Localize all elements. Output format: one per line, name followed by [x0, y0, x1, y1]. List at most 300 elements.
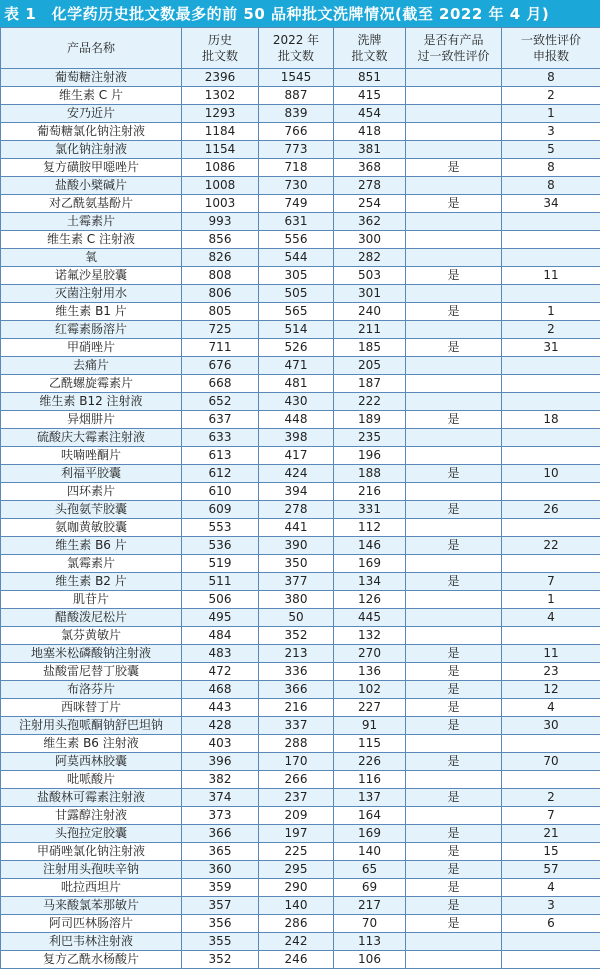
cell-2022-approvals: 887 — [259, 87, 334, 105]
cell-product-name: 硫酸庆大霉素注射液 — [1, 429, 182, 447]
cell-historical-approvals: 652 — [182, 393, 259, 411]
cell-consistency-applications: 15 — [502, 843, 600, 861]
cell-consistency-passed — [406, 609, 502, 627]
cell-historical-approvals: 360 — [182, 861, 259, 879]
cell-product-name: 盐酸小檗碱片 — [1, 177, 182, 195]
table-row — [1, 249, 600, 267]
table-row — [1, 735, 600, 753]
table-row — [1, 663, 600, 681]
cell-2022-approvals: 544 — [259, 249, 334, 267]
header-shuffled-approvals: 洗牌 批文数 — [334, 28, 406, 69]
table-row — [1, 717, 600, 735]
cell-shuffled-approvals: 418 — [334, 123, 406, 141]
table-row — [1, 699, 600, 717]
cell-consistency-applications — [502, 627, 600, 645]
cell-shuffled-approvals: 189 — [334, 411, 406, 429]
cell-historical-approvals: 356 — [182, 915, 259, 933]
cell-consistency-applications — [502, 249, 600, 267]
cell-historical-approvals: 805 — [182, 303, 259, 321]
cell-product-name: 盐酸雷尼替丁胶囊 — [1, 663, 182, 681]
cell-shuffled-approvals: 112 — [334, 519, 406, 537]
cell-product-name: 氯霉素片 — [1, 555, 182, 573]
cell-historical-approvals: 612 — [182, 465, 259, 483]
cell-consistency-applications — [502, 285, 600, 303]
cell-historical-approvals: 1293 — [182, 105, 259, 123]
header-historical-approvals: 历史 批文数 — [182, 28, 259, 69]
cell-consistency-passed: 是 — [406, 267, 502, 285]
cell-shuffled-approvals: 226 — [334, 753, 406, 771]
cell-consistency-passed — [406, 141, 502, 159]
cell-historical-approvals: 808 — [182, 267, 259, 285]
cell-product-name: 复方磺胺甲噁唑片 — [1, 159, 182, 177]
cell-product-name: 头孢拉定胶囊 — [1, 825, 182, 843]
cell-consistency-applications: 8 — [502, 69, 600, 87]
cell-shuffled-approvals: 217 — [334, 897, 406, 915]
table-row — [1, 555, 600, 573]
cell-shuffled-approvals: 240 — [334, 303, 406, 321]
cell-consistency-applications: 34 — [502, 195, 600, 213]
cell-product-name: 吡哌酸片 — [1, 771, 182, 789]
cell-2022-approvals: 337 — [259, 717, 334, 735]
cell-consistency-passed — [406, 69, 502, 87]
cell-historical-approvals: 1008 — [182, 177, 259, 195]
cell-historical-approvals: 403 — [182, 735, 259, 753]
cell-consistency-passed — [406, 429, 502, 447]
table-row — [1, 303, 600, 321]
cell-historical-approvals: 1184 — [182, 123, 259, 141]
cell-historical-approvals: 359 — [182, 879, 259, 897]
cell-product-name: 维生素 B12 注射液 — [1, 393, 182, 411]
cell-2022-approvals: 336 — [259, 663, 334, 681]
cell-product-name: 头孢氨苄胶囊 — [1, 501, 182, 519]
table-row — [1, 591, 600, 609]
cell-consistency-passed: 是 — [406, 843, 502, 861]
cell-shuffled-approvals: 169 — [334, 825, 406, 843]
cell-consistency-passed: 是 — [406, 861, 502, 879]
cell-2022-approvals: 242 — [259, 933, 334, 951]
cell-historical-approvals: 553 — [182, 519, 259, 537]
cell-shuffled-approvals: 126 — [334, 591, 406, 609]
cell-product-name: 对乙酰氨基酚片 — [1, 195, 182, 213]
cell-product-name: 氯化钠注射液 — [1, 141, 182, 159]
cell-shuffled-approvals: 270 — [334, 645, 406, 663]
cell-historical-approvals: 637 — [182, 411, 259, 429]
cell-2022-approvals: 246 — [259, 951, 334, 969]
table-row — [1, 375, 600, 393]
cell-historical-approvals: 483 — [182, 645, 259, 663]
table-row — [1, 771, 600, 789]
cell-2022-approvals: 50 — [259, 609, 334, 627]
cell-historical-approvals: 352 — [182, 951, 259, 969]
cell-2022-approvals: 631 — [259, 213, 334, 231]
cell-historical-approvals: 633 — [182, 429, 259, 447]
cell-shuffled-approvals: 187 — [334, 375, 406, 393]
cell-consistency-applications: 4 — [502, 699, 600, 717]
cell-shuffled-approvals: 362 — [334, 213, 406, 231]
cell-historical-approvals: 382 — [182, 771, 259, 789]
table-row — [1, 285, 600, 303]
cell-consistency-passed: 是 — [406, 789, 502, 807]
table-row — [1, 321, 600, 339]
table-row — [1, 861, 600, 879]
cell-shuffled-approvals: 851 — [334, 69, 406, 87]
table-row — [1, 573, 600, 591]
cell-2022-approvals: 170 — [259, 753, 334, 771]
cell-shuffled-approvals: 235 — [334, 429, 406, 447]
cell-shuffled-approvals: 164 — [334, 807, 406, 825]
cell-2022-approvals: 526 — [259, 339, 334, 357]
cell-2022-approvals: 290 — [259, 879, 334, 897]
cell-historical-approvals: 2396 — [182, 69, 259, 87]
cell-product-name: 维生素 B2 片 — [1, 573, 182, 591]
cell-consistency-passed: 是 — [406, 339, 502, 357]
cell-product-name: 阿莫西林胶囊 — [1, 753, 182, 771]
cell-consistency-passed: 是 — [406, 303, 502, 321]
cell-consistency-passed — [406, 177, 502, 195]
cell-2022-approvals: 766 — [259, 123, 334, 141]
cell-historical-approvals: 443 — [182, 699, 259, 717]
cell-2022-approvals: 471 — [259, 357, 334, 375]
cell-historical-approvals: 355 — [182, 933, 259, 951]
table-row — [1, 339, 600, 357]
cell-product-name: 乙酰螺旋霉素片 — [1, 375, 182, 393]
cell-shuffled-approvals: 196 — [334, 447, 406, 465]
cell-historical-approvals: 613 — [182, 447, 259, 465]
cell-shuffled-approvals: 188 — [334, 465, 406, 483]
cell-shuffled-approvals: 211 — [334, 321, 406, 339]
cell-consistency-passed — [406, 105, 502, 123]
cell-consistency-passed — [406, 87, 502, 105]
cell-historical-approvals: 668 — [182, 375, 259, 393]
cell-2022-approvals: 514 — [259, 321, 334, 339]
cell-consistency-passed — [406, 933, 502, 951]
cell-product-name: 注射用头孢哌酮钠舒巴坦钠 — [1, 717, 182, 735]
cell-product-name: 吡拉西坦片 — [1, 879, 182, 897]
cell-2022-approvals: 140 — [259, 897, 334, 915]
cell-shuffled-approvals: 134 — [334, 573, 406, 591]
cell-2022-approvals: 278 — [259, 501, 334, 519]
cell-historical-approvals: 1302 — [182, 87, 259, 105]
cell-consistency-applications: 31 — [502, 339, 600, 357]
table-row — [1, 123, 600, 141]
cell-consistency-applications: 18 — [502, 411, 600, 429]
cell-consistency-applications: 3 — [502, 897, 600, 915]
table-row — [1, 195, 600, 213]
cell-consistency-applications — [502, 393, 600, 411]
table-row — [1, 627, 600, 645]
cell-consistency-applications — [502, 933, 600, 951]
cell-2022-approvals: 718 — [259, 159, 334, 177]
cell-consistency-passed: 是 — [406, 645, 502, 663]
cell-consistency-applications — [502, 555, 600, 573]
cell-2022-approvals: 266 — [259, 771, 334, 789]
header-consistency-applications: 一致性评价 申报数 — [502, 28, 600, 69]
cell-product-name: 甲硝唑氯化钠注射液 — [1, 843, 182, 861]
cell-consistency-passed — [406, 393, 502, 411]
cell-2022-approvals: 430 — [259, 393, 334, 411]
cell-consistency-passed — [406, 231, 502, 249]
cell-2022-approvals: 197 — [259, 825, 334, 843]
cell-historical-approvals: 676 — [182, 357, 259, 375]
cell-consistency-passed — [406, 591, 502, 609]
cell-2022-approvals: 481 — [259, 375, 334, 393]
cell-historical-approvals: 536 — [182, 537, 259, 555]
cell-consistency-passed: 是 — [406, 753, 502, 771]
cell-consistency-applications — [502, 735, 600, 753]
cell-consistency-applications — [502, 483, 600, 501]
cell-shuffled-approvals: 300 — [334, 231, 406, 249]
cell-2022-approvals: 209 — [259, 807, 334, 825]
cell-shuffled-approvals: 454 — [334, 105, 406, 123]
cell-consistency-applications: 23 — [502, 663, 600, 681]
cell-product-name: 布洛芬片 — [1, 681, 182, 699]
cell-consistency-passed — [406, 447, 502, 465]
table-row — [1, 177, 600, 195]
cell-consistency-passed: 是 — [406, 159, 502, 177]
cell-consistency-passed: 是 — [406, 465, 502, 483]
cell-2022-approvals: 417 — [259, 447, 334, 465]
cell-consistency-applications: 2 — [502, 789, 600, 807]
table-title-bar — [0, 0, 600, 27]
cell-historical-approvals: 1086 — [182, 159, 259, 177]
cell-product-name: 利巴韦林注射液 — [1, 933, 182, 951]
cell-consistency-applications: 5 — [502, 141, 600, 159]
cell-shuffled-approvals: 137 — [334, 789, 406, 807]
cell-shuffled-approvals: 254 — [334, 195, 406, 213]
cell-2022-approvals: 366 — [259, 681, 334, 699]
cell-consistency-passed — [406, 357, 502, 375]
table-row — [1, 357, 600, 375]
table-row — [1, 879, 600, 897]
cell-2022-approvals: 380 — [259, 591, 334, 609]
cell-historical-approvals: 609 — [182, 501, 259, 519]
cell-consistency-passed — [406, 771, 502, 789]
table-row — [1, 465, 600, 483]
cell-shuffled-approvals: 227 — [334, 699, 406, 717]
cell-product-name: 注射用头孢呋辛钠 — [1, 861, 182, 879]
cell-historical-approvals: 1154 — [182, 141, 259, 159]
cell-historical-approvals: 993 — [182, 213, 259, 231]
cell-shuffled-approvals: 169 — [334, 555, 406, 573]
cell-consistency-passed — [406, 735, 502, 753]
cell-consistency-applications: 4 — [502, 879, 600, 897]
cell-2022-approvals: 394 — [259, 483, 334, 501]
table-row — [1, 789, 600, 807]
cell-shuffled-approvals: 115 — [334, 735, 406, 753]
cell-2022-approvals: 216 — [259, 699, 334, 717]
cell-shuffled-approvals: 185 — [334, 339, 406, 357]
table-row — [1, 681, 600, 699]
table-row — [1, 447, 600, 465]
cell-consistency-passed: 是 — [406, 681, 502, 699]
cell-historical-approvals: 511 — [182, 573, 259, 591]
cell-2022-approvals: 390 — [259, 537, 334, 555]
cell-historical-approvals: 357 — [182, 897, 259, 915]
cell-consistency-applications: 7 — [502, 573, 600, 591]
cell-product-name: 醋酸泼尼松片 — [1, 609, 182, 627]
cell-consistency-applications: 1 — [502, 591, 600, 609]
cell-product-name: 葡萄糖氯化钠注射液 — [1, 123, 182, 141]
cell-consistency-passed: 是 — [406, 915, 502, 933]
cell-consistency-applications: 7 — [502, 807, 600, 825]
cell-consistency-applications — [502, 519, 600, 537]
cell-historical-approvals: 484 — [182, 627, 259, 645]
cell-consistency-passed: 是 — [406, 717, 502, 735]
cell-shuffled-approvals: 113 — [334, 933, 406, 951]
cell-shuffled-approvals: 331 — [334, 501, 406, 519]
cell-product-name: 异烟肼片 — [1, 411, 182, 429]
table-row — [1, 429, 600, 447]
cell-2022-approvals: 305 — [259, 267, 334, 285]
cell-consistency-applications: 22 — [502, 537, 600, 555]
cell-historical-approvals: 495 — [182, 609, 259, 627]
cell-product-name: 肌苷片 — [1, 591, 182, 609]
cell-consistency-applications — [502, 771, 600, 789]
cell-consistency-applications: 2 — [502, 87, 600, 105]
cell-consistency-applications: 4 — [502, 609, 600, 627]
cell-consistency-applications: 21 — [502, 825, 600, 843]
cell-consistency-passed: 是 — [406, 663, 502, 681]
cell-product-name: 去痛片 — [1, 357, 182, 375]
cell-2022-approvals: 1545 — [259, 69, 334, 87]
cell-product-name: 红霉素肠溶片 — [1, 321, 182, 339]
cell-2022-approvals: 350 — [259, 555, 334, 573]
cell-2022-approvals: 448 — [259, 411, 334, 429]
cell-2022-approvals: 839 — [259, 105, 334, 123]
table-row — [1, 753, 600, 771]
cell-historical-approvals: 1003 — [182, 195, 259, 213]
cell-2022-approvals: 377 — [259, 573, 334, 591]
cell-historical-approvals: 506 — [182, 591, 259, 609]
table-row — [1, 645, 600, 663]
cell-historical-approvals: 373 — [182, 807, 259, 825]
cell-consistency-passed — [406, 321, 502, 339]
cell-product-name: 葡萄糖注射液 — [1, 69, 182, 87]
cell-historical-approvals: 610 — [182, 483, 259, 501]
cell-product-name: 氯芬黄敏片 — [1, 627, 182, 645]
cell-shuffled-approvals: 136 — [334, 663, 406, 681]
table-row — [1, 159, 600, 177]
cell-consistency-passed — [406, 627, 502, 645]
cell-product-name: 甲硝唑片 — [1, 339, 182, 357]
cell-consistency-applications: 11 — [502, 267, 600, 285]
cell-consistency-applications: 6 — [502, 915, 600, 933]
cell-consistency-passed: 是 — [406, 411, 502, 429]
cell-product-name: 氨咖黄敏胶囊 — [1, 519, 182, 537]
cell-shuffled-approvals: 146 — [334, 537, 406, 555]
cell-consistency-passed: 是 — [406, 501, 502, 519]
cell-shuffled-approvals: 222 — [334, 393, 406, 411]
cell-product-name: 马来酸氯苯那敏片 — [1, 897, 182, 915]
cell-consistency-passed — [406, 483, 502, 501]
cell-consistency-passed — [406, 951, 502, 969]
cell-historical-approvals: 468 — [182, 681, 259, 699]
cell-2022-approvals: 441 — [259, 519, 334, 537]
cell-historical-approvals: 366 — [182, 825, 259, 843]
cell-historical-approvals: 711 — [182, 339, 259, 357]
cell-historical-approvals: 365 — [182, 843, 259, 861]
cell-2022-approvals: 730 — [259, 177, 334, 195]
cell-product-name: 安乃近片 — [1, 105, 182, 123]
cell-historical-approvals: 806 — [182, 285, 259, 303]
cell-consistency-passed: 是 — [406, 195, 502, 213]
cell-consistency-passed — [406, 519, 502, 537]
table-row — [1, 231, 600, 249]
table-row — [1, 105, 600, 123]
cell-consistency-applications: 2 — [502, 321, 600, 339]
table-row — [1, 411, 600, 429]
table-row — [1, 267, 600, 285]
cell-consistency-passed: 是 — [406, 825, 502, 843]
header-row — [1, 28, 600, 69]
cell-consistency-passed — [406, 213, 502, 231]
cell-product-name: 地塞米松磷酸钠注射液 — [1, 645, 182, 663]
cell-consistency-passed: 是 — [406, 897, 502, 915]
cell-shuffled-approvals: 216 — [334, 483, 406, 501]
cell-shuffled-approvals: 415 — [334, 87, 406, 105]
cell-consistency-applications: 10 — [502, 465, 600, 483]
cell-shuffled-approvals: 278 — [334, 177, 406, 195]
cell-consistency-applications: 3 — [502, 123, 600, 141]
cell-2022-approvals: 288 — [259, 735, 334, 753]
cell-consistency-passed: 是 — [406, 879, 502, 897]
cell-product-name: 维生素 C 注射液 — [1, 231, 182, 249]
header-product-name: 产品名称 — [1, 28, 182, 69]
cell-2022-approvals: 352 — [259, 627, 334, 645]
cell-shuffled-approvals: 301 — [334, 285, 406, 303]
cell-consistency-passed: 是 — [406, 699, 502, 717]
cell-consistency-applications — [502, 213, 600, 231]
cell-shuffled-approvals: 65 — [334, 861, 406, 879]
cell-consistency-applications — [502, 375, 600, 393]
cell-consistency-applications: 70 — [502, 753, 600, 771]
cell-consistency-applications: 26 — [502, 501, 600, 519]
cell-2022-approvals: 749 — [259, 195, 334, 213]
cell-shuffled-approvals: 132 — [334, 627, 406, 645]
cell-consistency-passed — [406, 375, 502, 393]
cell-product-name: 四环素片 — [1, 483, 182, 501]
cell-product-name: 维生素 B6 注射液 — [1, 735, 182, 753]
cell-2022-approvals: 213 — [259, 645, 334, 663]
cell-2022-approvals: 398 — [259, 429, 334, 447]
cell-shuffled-approvals: 70 — [334, 915, 406, 933]
cell-product-name: 盐酸林可霉素注射液 — [1, 789, 182, 807]
cell-consistency-applications: 1 — [502, 303, 600, 321]
cell-consistency-applications — [502, 951, 600, 969]
cell-shuffled-approvals: 445 — [334, 609, 406, 627]
cell-product-name: 氧 — [1, 249, 182, 267]
cell-2022-approvals: 565 — [259, 303, 334, 321]
cell-2022-approvals: 424 — [259, 465, 334, 483]
table-row — [1, 483, 600, 501]
cell-consistency-passed — [406, 249, 502, 267]
table-body — [1, 69, 600, 969]
cell-consistency-applications: 1 — [502, 105, 600, 123]
cell-consistency-passed: 是 — [406, 573, 502, 591]
cell-shuffled-approvals: 91 — [334, 717, 406, 735]
table-row — [1, 87, 600, 105]
table-row — [1, 69, 600, 87]
cell-product-name: 阿司匹林肠溶片 — [1, 915, 182, 933]
table-row — [1, 951, 600, 969]
cell-shuffled-approvals: 381 — [334, 141, 406, 159]
table-row — [1, 807, 600, 825]
cell-product-name: 甘露醇注射液 — [1, 807, 182, 825]
cell-2022-approvals: 237 — [259, 789, 334, 807]
cell-shuffled-approvals: 140 — [334, 843, 406, 861]
cell-historical-approvals: 826 — [182, 249, 259, 267]
drug-approval-table — [0, 27, 600, 969]
